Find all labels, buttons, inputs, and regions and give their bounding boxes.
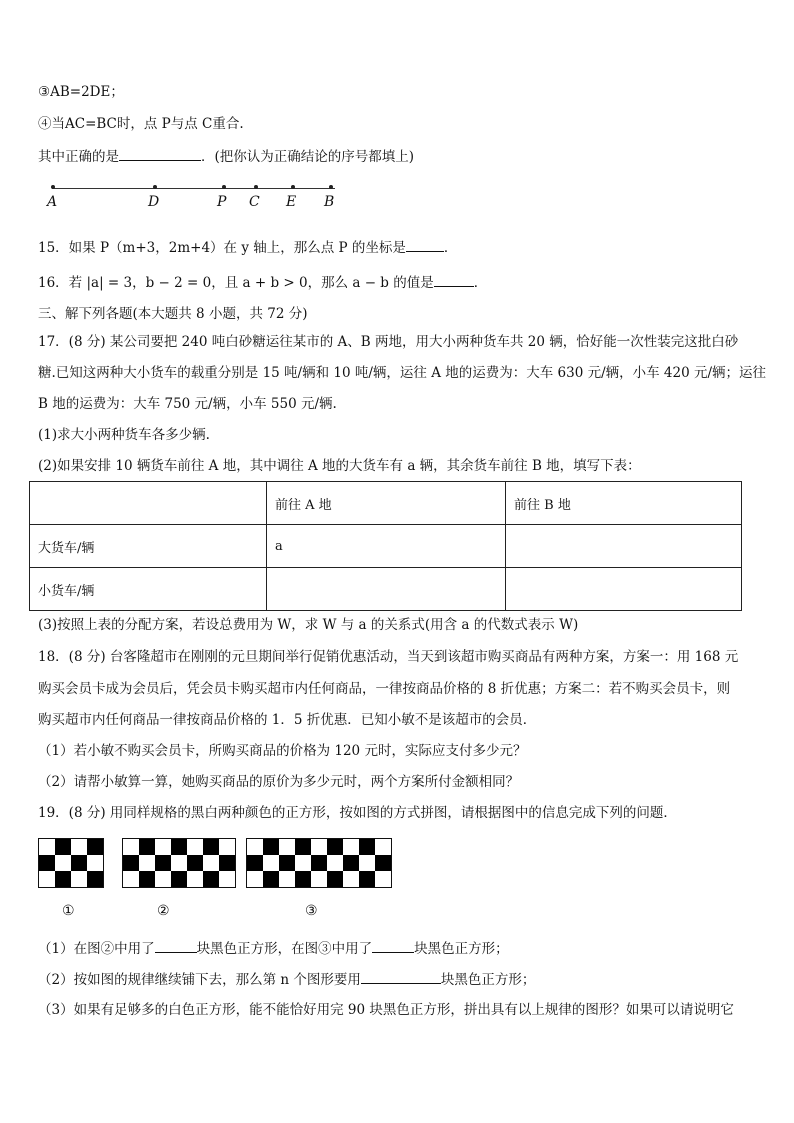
section-3-heading: 三、解下列各题(本大题共 8 小题，共 72 分) [38, 306, 308, 322]
white-square [327, 855, 343, 871]
black-square [123, 855, 139, 871]
q19-1-blank-b[interactable] [372, 938, 414, 953]
black-square [343, 855, 359, 871]
black-square [263, 839, 279, 855]
answer-blank[interactable] [119, 146, 201, 161]
white-square [279, 871, 295, 887]
black-square [87, 871, 103, 887]
statement-3: ③AB=2DE； [38, 84, 124, 100]
white-square [295, 855, 311, 871]
black-square [263, 871, 279, 887]
figure-3 [246, 838, 392, 888]
white-square [171, 855, 187, 871]
black-square [359, 871, 375, 887]
white-square [219, 839, 235, 855]
white-square [343, 839, 359, 855]
point-p [222, 185, 226, 189]
black-square [327, 839, 343, 855]
white-square [247, 871, 263, 887]
white-square [155, 839, 171, 855]
figure-2-label: ② [157, 903, 170, 919]
point-c [254, 185, 258, 189]
q18-part-1: （1）若小敏不购买会员卡，所购买商品的价格为 120 元时，实际应支付多少元？ [38, 743, 527, 759]
table-header-a: 前往 A 地 [267, 482, 506, 525]
label-p: P [217, 194, 227, 210]
black-square [375, 855, 391, 871]
black-square [295, 839, 311, 855]
table-cell: 大货车/辆 [30, 525, 267, 568]
label-e: E [286, 194, 297, 210]
black-square [219, 855, 235, 871]
white-square [247, 839, 263, 855]
table-row [30, 568, 742, 611]
q17-line-3: B 地的运费为：大车 750 元/辆，小车 550 元/辆. [38, 396, 337, 412]
white-square [203, 855, 219, 871]
table-cell[interactable] [267, 568, 506, 611]
figure-2 [122, 838, 236, 888]
black-square [171, 839, 187, 855]
black-square [55, 839, 71, 855]
black-square [187, 855, 203, 871]
white-square [39, 871, 55, 887]
table-cell[interactable] [506, 568, 742, 611]
q18-line-3: 购买超市内任何商品一律按商品价格的 1．5 折优惠．已知小敏不是该超市的会员． [38, 712, 537, 728]
q17-part-2: (2)如果安排 10 辆货车前往 A 地，其中调往 A 地的大货车有 a 辆，其余货车前往 B 地，填写下表： [38, 458, 641, 474]
white-square [359, 855, 375, 871]
black-square [171, 871, 187, 887]
answer-prompt: 其中正确的是 ．(把你认为正确结论的序号都填上) [38, 146, 414, 167]
white-square [71, 839, 87, 855]
black-square [327, 871, 343, 887]
white-square [187, 871, 203, 887]
black-square [39, 855, 55, 871]
q17-part-3: (3)按照上表的分配方案，若设总费用为 W，求 W 与 a 的关系式(用含 a 的代数式表示 W) [38, 617, 579, 633]
white-square [123, 871, 139, 887]
table-row [30, 482, 742, 525]
q19-part-2: （2）按如图的规律继续铺下去，那么第 n 个图形要用 块黑色正方形； [38, 969, 535, 990]
black-square [247, 855, 263, 871]
label-c: C [249, 194, 260, 210]
figure-3-label: ③ [305, 903, 318, 919]
white-square [375, 871, 391, 887]
white-square [87, 855, 103, 871]
white-square [375, 839, 391, 855]
q19-1-blank-a[interactable] [155, 938, 197, 953]
black-square [311, 855, 327, 871]
q19-statement: 19．(8 分) 用同样规格的黑白两种颜色的正方形，按如图的方式拼图，请根据图中的信息完成下列的问题． [38, 805, 677, 821]
q17-part-1: (1)求大小两种货车各多少辆. [38, 427, 210, 443]
black-square [203, 839, 219, 855]
figure-1 [38, 838, 104, 888]
white-square [279, 839, 295, 855]
q18-line-1: 18．(8 分) 台客隆超市在刚刚的元旦期间举行促销优惠活动，当天到该超市购买商品有两种方案，方案一：用 168 元 [38, 649, 739, 665]
black-square [71, 855, 87, 871]
table-cell[interactable]: a [267, 525, 506, 568]
black-square [87, 839, 103, 855]
black-square [139, 839, 155, 855]
white-square [71, 871, 87, 887]
label-d: D [148, 194, 160, 210]
white-square [123, 839, 139, 855]
white-square [263, 855, 279, 871]
allocation-table [29, 481, 742, 611]
q19-2-blank[interactable] [361, 969, 441, 984]
white-square [39, 839, 55, 855]
table-header-b: 前往 B 地 [506, 482, 742, 525]
black-square [55, 871, 71, 887]
white-square [155, 871, 171, 887]
q16-blank[interactable] [434, 272, 474, 287]
q18-line-2: 购买会员卡成为会员后，凭会员卡购买超市内任何商品，一律按商品价格的 8 折优惠；方案二：若不购买会员卡，则 [38, 681, 731, 697]
label-a: A [47, 194, 58, 210]
q17-line-2: 糖.已知这两种大小货车的载重分别是 15 吨/辆和 10 吨/辆，运往 A 地的运费为：大车 630 元/辆，小车 420 元/辆；运往 [38, 365, 767, 381]
question-16: 16．若 |a| = 3，b − 2 = 0，且 a + b > 0，那么 a − b 的值是 ． [38, 272, 487, 293]
point-b [329, 185, 333, 189]
question-15: 15．如果 P（m+3，2m+4）在 y 轴上，那么点 P 的坐标是 ． [38, 237, 457, 258]
white-square [139, 855, 155, 871]
table-row [30, 525, 742, 568]
point-a [51, 185, 55, 189]
white-square [311, 839, 327, 855]
q18-part-2: （2）请帮小敏算一算，她购买商品的原价为多少元时，两个方案所付金额相同？ [38, 774, 520, 790]
black-square [139, 871, 155, 887]
point-e [291, 185, 295, 189]
q15-blank[interactable] [406, 237, 444, 252]
q19-part-1: （1）在图②中用了 块黑色正方形，在图③中用了 块黑色正方形； [38, 938, 509, 959]
white-square [187, 839, 203, 855]
black-square [359, 839, 375, 855]
black-square [203, 871, 219, 887]
white-square [343, 871, 359, 887]
table-cell[interactable] [506, 525, 742, 568]
white-square [55, 855, 71, 871]
table-cell: 小货车/辆 [30, 568, 267, 611]
white-square [219, 871, 235, 887]
label-b: B [324, 194, 335, 210]
figure-1-label: ① [62, 903, 75, 919]
point-d [153, 185, 157, 189]
statement-4: ④当AC=BC时，点 P与点 C重合. [38, 116, 244, 132]
q19-part-3: （3）如果有足够多的白色正方形，能不能恰好用完 90 块黑色正方形，拼出具有以上规律的图形？如果可以请说明它 [38, 1002, 734, 1018]
number-line [40, 180, 350, 220]
black-square [295, 871, 311, 887]
q17-line-1: 17．(8 分) 某公司要把 240 吨白砂糖运往某市的 A、B 两地，用大小两种货车共 20 辆，恰好能一次性装完这批白砂 [38, 334, 739, 350]
black-square [279, 855, 295, 871]
table-cell [30, 482, 267, 525]
black-square [155, 855, 171, 871]
white-square [311, 871, 327, 887]
